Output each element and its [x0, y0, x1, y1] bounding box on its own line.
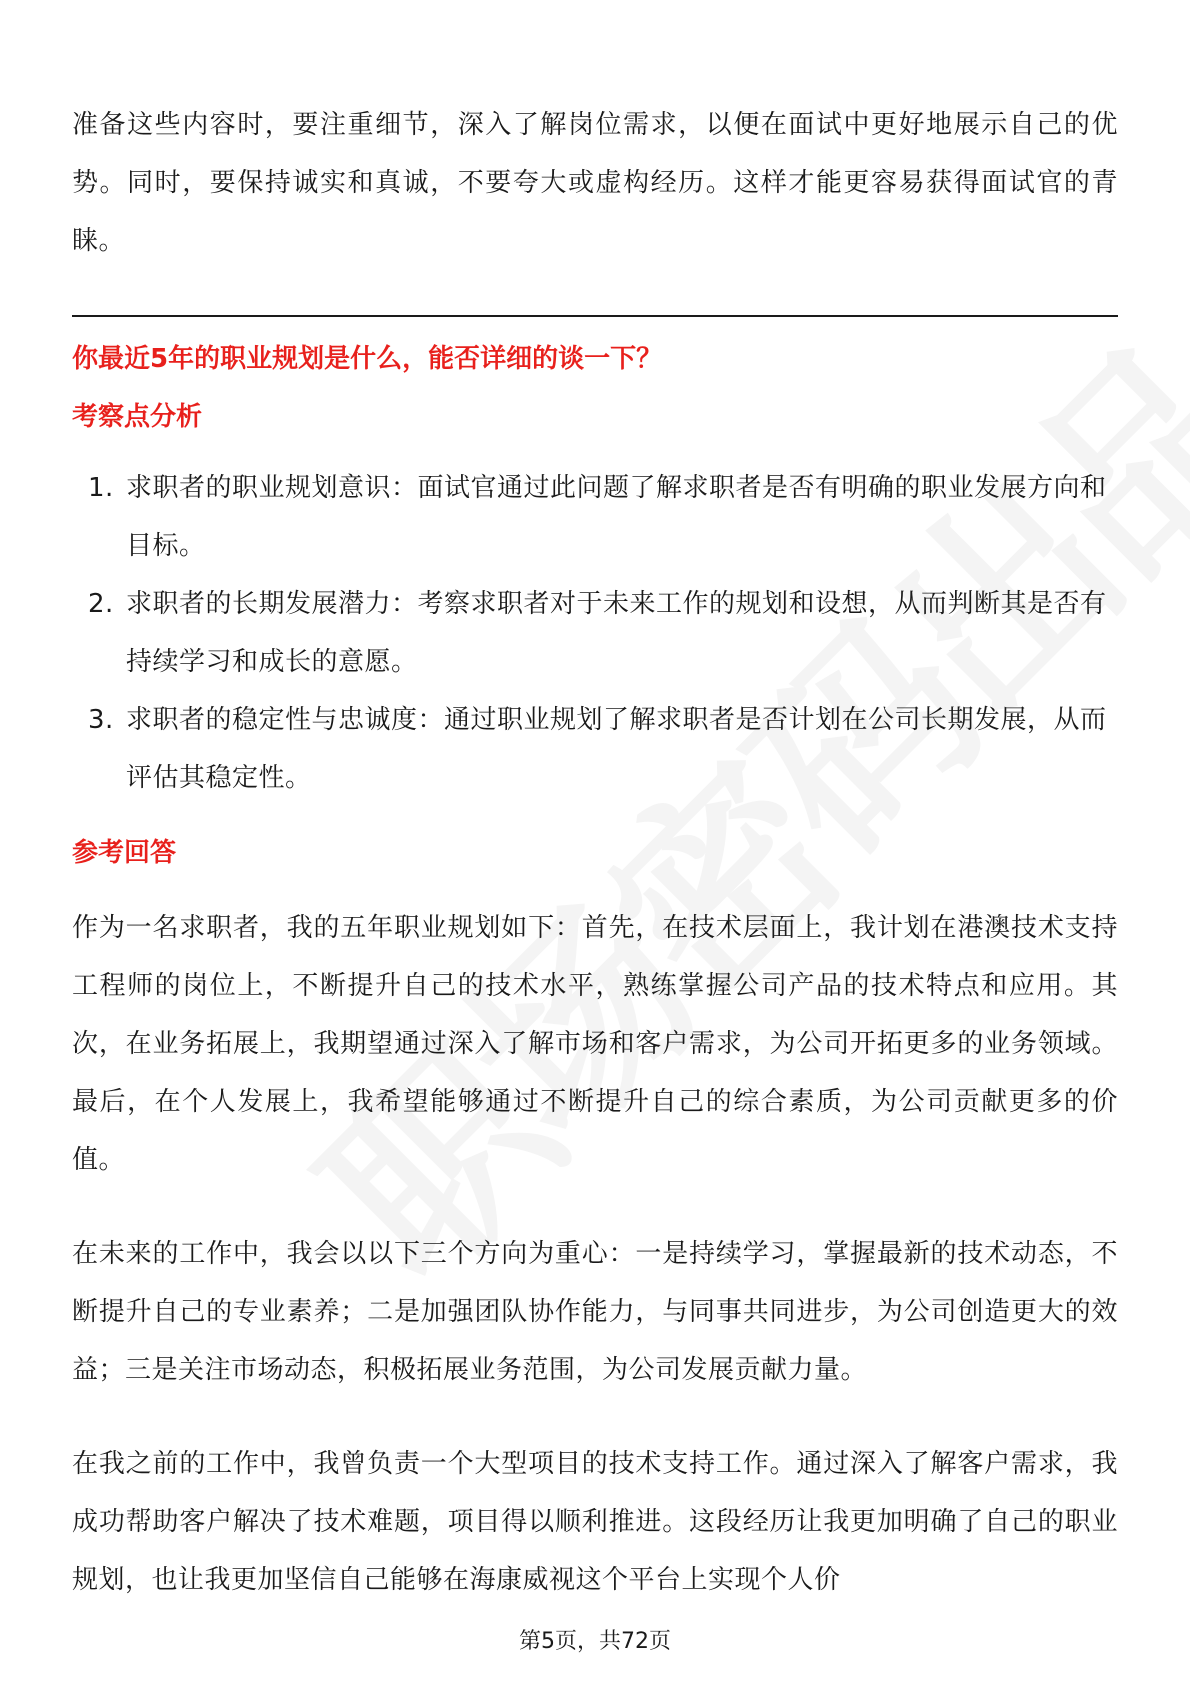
analysis-item-text: 求职者的职业规划意识：面试官通过此问题了解求职者是否有明确的职业发展方向和目标。 — [126, 473, 1107, 561]
list-number: 1. — [88, 473, 114, 503]
interview-question: 你最近5年的职业规划是什么，能否详细的谈一下？ — [72, 344, 663, 374]
analysis-item — [72, 575, 1118, 691]
list-number: 2. — [88, 589, 114, 619]
answer-paragraph: 在未来的工作中，我会以以下三个方向为重心：一是持续学习，掌握最新的技术动态，不断提升自己的专业素养；二是加强团队协作能力，与同事共同进步，为公司创造更大的效益；三是关注市场动态，积极拓展业务范围，为公司发展贡献力量。 — [72, 1239, 1118, 1385]
analysis-heading: 考察点分析 — [72, 402, 203, 432]
intro-paragraph: 准备这些内容时，要注重细节，深入了解岗位需求，以便在面试中更好地展示自己的优势。同时，要保持诚实和真诚，不要夸大或虚构经历。这样才能更容易获得面试官的青睐。 — [72, 110, 1118, 256]
answer-paragraph: 作为一名求职者，我的五年职业规划如下：首先，在技术层面上，我计划在港澳技术支持工程师的岗位上，不断提升自己的技术水平，熟练掌握公司产品的技术特点和应用。其次，在业务拓展上，我期望通过深入了解市场和客户需求，为公司开拓更多的业务领域。最后，在个人发展上，我希望能够通过不断提升自己的综合素质，为公司贡献更多的价值。 — [72, 913, 1118, 1175]
answer-paragraph: 在我之前的工作中，我曾负责一个大型项目的技术支持工作。通过深入了解客户需求，我成功帮助客户解决了技术难题，项目得以顺利推进。这段经历让我更加明确了自己的职业规划，也让我更加坚信自己能够在海康威视这个平台上实现个人价 — [72, 1449, 1118, 1595]
page-content — [72, 96, 1118, 1645]
page-number-footer: 第5页，共72页 — [519, 1629, 671, 1654]
analysis-item — [72, 691, 1118, 807]
list-number: 3. — [88, 705, 114, 735]
section-divider — [72, 315, 1118, 317]
analysis-item-text: 求职者的稳定性与忠诚度：通过职业规划了解求职者是否计划在公司长期发展，从而评估其稳定性。 — [126, 705, 1107, 793]
analysis-item-text: 求职者的长期发展潜力：考察求职者对于未来工作的规划和设想，从而判断其是否有持续学习和成长的意愿。 — [126, 589, 1107, 677]
analysis-list — [72, 459, 1118, 807]
reference-answer-heading: 参考回答 — [72, 838, 177, 868]
analysis-item — [72, 459, 1118, 575]
